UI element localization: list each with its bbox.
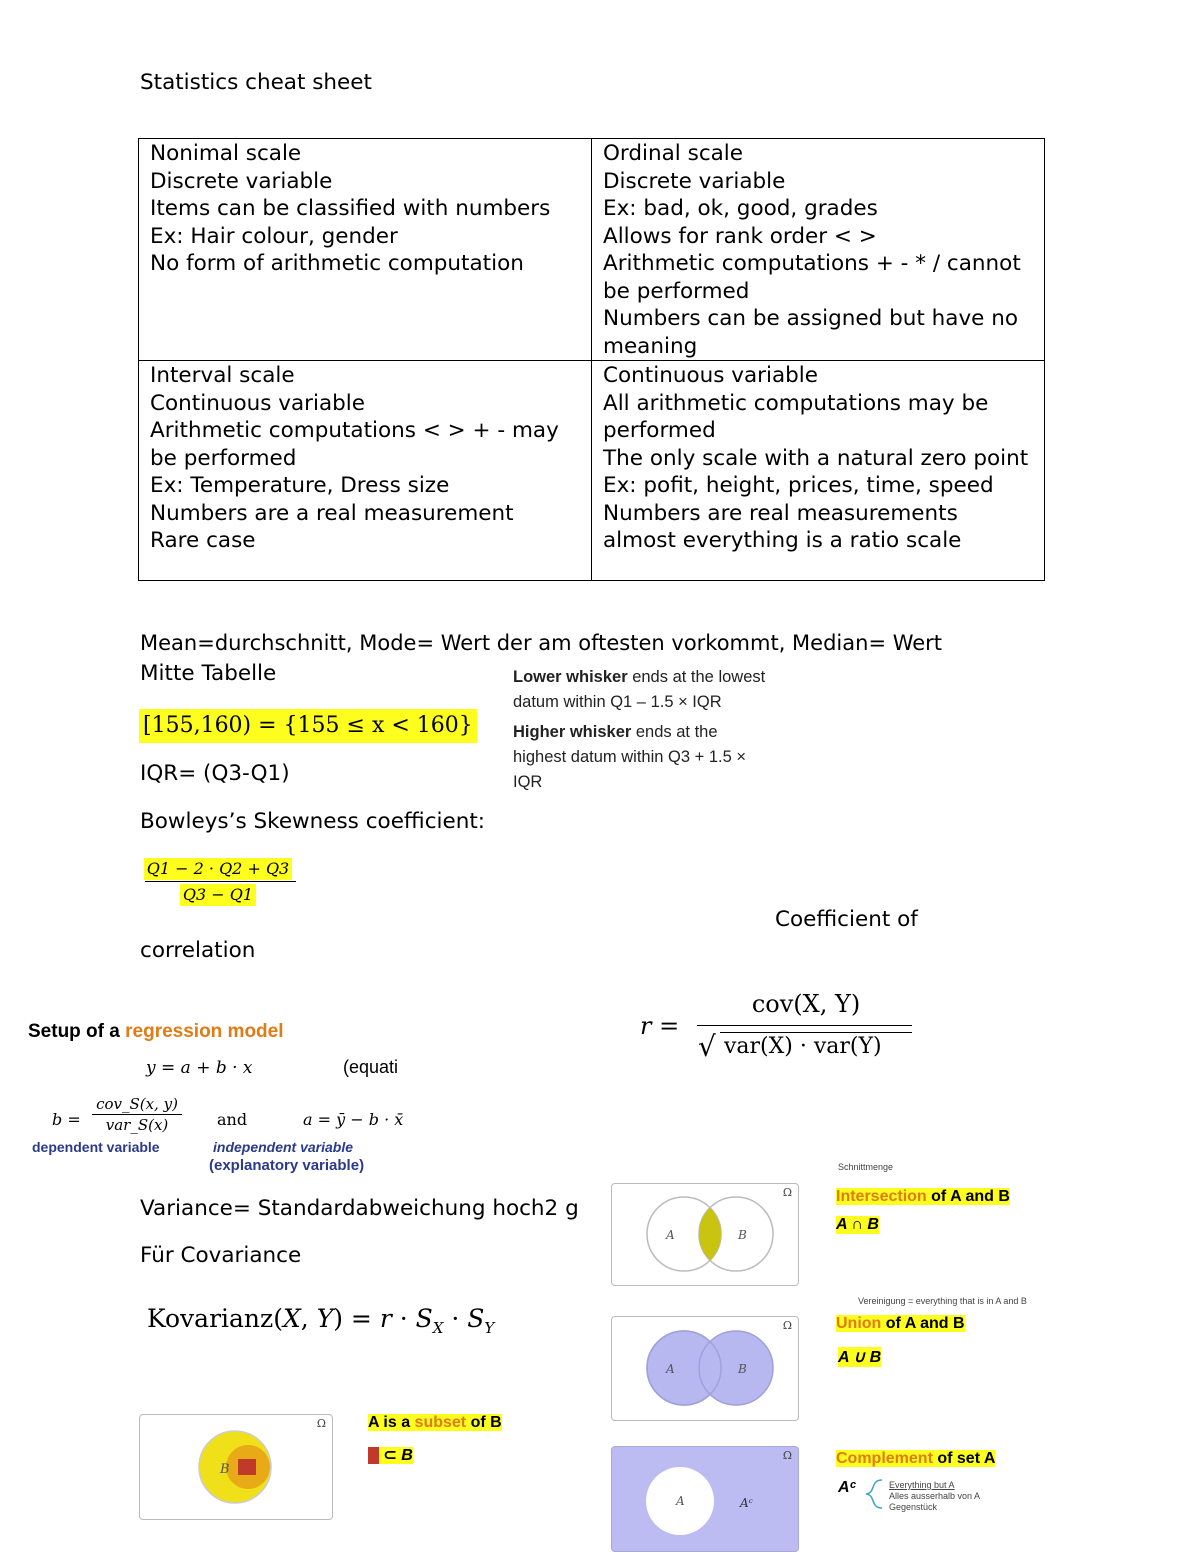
complement-venn-panel [611,1446,799,1552]
lower-whisker-label: Lower whisker [513,668,628,686]
explanatory-variable-label: (explanatory variable) [209,1157,365,1174]
independent-variable-label: independent variable [213,1139,354,1155]
regression-title [28,1021,284,1043]
cell-line: almost everything is a ratio scale [603,528,962,553]
complement-note: Everything but A [889,1480,955,1490]
set-b-label: B [738,1228,747,1242]
whisker-text: ends at the [631,723,718,741]
subset-venn-diagram [140,1415,332,1519]
subset-venn-panel [139,1414,333,1520]
brace-icon [862,1478,888,1510]
vereinigung-note: Vereinigung = everything that is in A and B [858,1296,1027,1306]
subset-symbol: A ⊂ B [368,1447,413,1464]
kovarianz-formula: Kovarianz(X, $Y) = r \cdot S_X \cdot S_Y$ [147,1304,495,1337]
fraction-line [145,881,296,882]
intersection-title-a: Intersection [836,1188,927,1205]
regression-title-a: Setup of a [28,1021,126,1042]
complement-title [836,1450,995,1468]
cell-line: Numbers are a real measurement [150,500,514,526]
whisker-notes [513,665,765,795]
set-b-label: B [738,1362,747,1376]
complement-note: Alles ausserhalb von A [889,1491,981,1501]
intersection-venn-panel [611,1183,799,1286]
complement-title-a: Complement [836,1450,933,1467]
mean-mode-median-line2: Mitte Tabelle [140,661,277,686]
complement-title-b: of set A [932,1450,996,1467]
complement-note: Gegenstück [889,1502,938,1512]
cell-line: Arithmetic computations < > + - may be performed [150,418,559,471]
ratio-cell [592,361,1045,581]
schnittmenge-note: Schnittmenge [838,1162,894,1172]
coefficient-label-cont: correlation [140,938,256,963]
corr-denominator: var(X) · var(Y) [724,1034,882,1059]
union-symbol: A ∪ B [838,1349,882,1366]
cell-line: Continuous variable [603,363,818,388]
cell-line: Items can be classified with numbers [150,196,551,221]
b-fraction [92,1094,182,1135]
intersection-symbol: A ∩ B [836,1216,879,1233]
bowley-denominator: Q3 − Q1 [180,884,256,906]
coefficient-label: Coefficient of [775,907,918,932]
scales-table [138,138,1045,581]
nominal-cell [139,139,592,361]
correlation-formula [640,990,920,1070]
complement-venn-diagram [612,1447,798,1551]
mean-mode-median-line: Mean=durchschnitt, Mode= Wert der am oftesten vorkommt, Median= Wert [140,631,943,655]
cell-line: Allows for rank order < > [603,223,877,249]
interval-cell [139,361,592,581]
complement-symbol: Aᶜ [838,1479,857,1496]
cell-line: Ex: bad, ok, good, grades [603,196,878,221]
set-ac-label: Aᶜ [740,1496,753,1510]
corr-numerator: cov(X, Y) [751,990,861,1018]
omega-label: Ω [782,1186,792,1199]
union-venn-panel [611,1316,799,1421]
and-text: and [217,1110,248,1129]
whisker-text: ends at the lowest [627,668,766,686]
sqrt-bar [720,1032,912,1033]
interval-notation-formula: [155,160) = {155 ≤ x < 160} [139,709,477,743]
cell-line: Numbers are real measurements [603,500,958,526]
sqrt-icon: √ [698,1030,716,1063]
page-title: Statistics cheat sheet [140,70,372,95]
cell-line: All arithmetic computations may be performed [603,390,989,443]
corr-lhs: r = [640,1012,680,1040]
fraction-line [697,1025,912,1026]
bowley-label: Bowleys’s Skewness coefficient: [140,809,486,834]
omega-label: Ω [316,1417,326,1430]
cell-line: Arithmetic computations + - * / cannot be performed [603,251,1021,304]
set-a-label: A [666,1228,675,1242]
cell-line: No form of arithmetic computation [150,251,524,276]
bowley-formula [140,858,296,906]
bowley-numerator: Q1 − 2 · Q2 + Q3 [144,858,292,880]
cell-line: Ex: Hair colour, gender [150,223,398,249]
union-title-a: Union [836,1315,882,1332]
set-a-label: A [676,1494,685,1508]
b-numerator: cov_S(x, y) [96,1095,178,1113]
cell-line: Continuous variable [150,390,365,416]
iqr-formula: IQR= (Q3-Q1) [140,761,290,786]
cell-line: Interval scale [150,363,295,388]
subset-title-b: subset [414,1414,467,1431]
union-title [836,1315,965,1333]
cell-line: Rare case [150,528,256,553]
regression-equation: y = a + b · x [146,1058,253,1078]
ordinal-cell [592,139,1045,361]
subset-title-a: A is a [368,1414,415,1431]
cell-line: Numbers can be assigned but have no meaning [603,306,1019,359]
whisker-text: datum within Q1 – 1.5 × IQR [513,693,722,711]
covariance-label: Für Covariance [140,1243,302,1268]
b-denominator: var_S(x) [105,1116,169,1134]
regression-title-b: regression model [125,1021,284,1042]
whisker-text: highest datum within Q3 + 1.5 × [513,748,746,766]
cell-line: Discrete variable [603,168,786,194]
cell-line: The only scale with a natural zero point [603,445,1029,471]
dependent-variable-label: dependent variable [32,1139,160,1155]
higher-whisker-label: Higher whisker [513,723,632,741]
intersection-venn-diagram [612,1184,798,1285]
cell-line: Ex: Temperature, Dress size [150,473,450,498]
set-b-label: B [220,1462,230,1477]
intersection-title-b: of A and B [926,1188,1010,1205]
cell-line: Discrete variable [150,168,333,194]
subset-title [368,1414,502,1432]
set-a-label: A [666,1362,675,1376]
cell-line: Ordinal scale [603,141,744,166]
a-equation: a = ȳ − b · x̄ [303,1110,404,1129]
subset-title-c: of B [466,1414,502,1431]
b-lhs: b = [52,1110,81,1129]
cell-line: Nonimal scale [150,141,302,166]
complement-notes [889,1480,980,1513]
intersection-title [836,1188,1010,1206]
whisker-text: IQR [513,773,543,791]
cell-line: Ex: pofit, height, prices, time, speed [603,473,994,498]
omega-label: Ω [782,1319,792,1332]
variance-line: Variance= Standardabweichung hoch2 g [140,1196,579,1221]
union-title-b: of A and B [881,1315,965,1332]
omega-label: Ω [782,1449,792,1462]
regression-equation-note: (equati [343,1057,399,1077]
union-venn-diagram [612,1317,798,1420]
